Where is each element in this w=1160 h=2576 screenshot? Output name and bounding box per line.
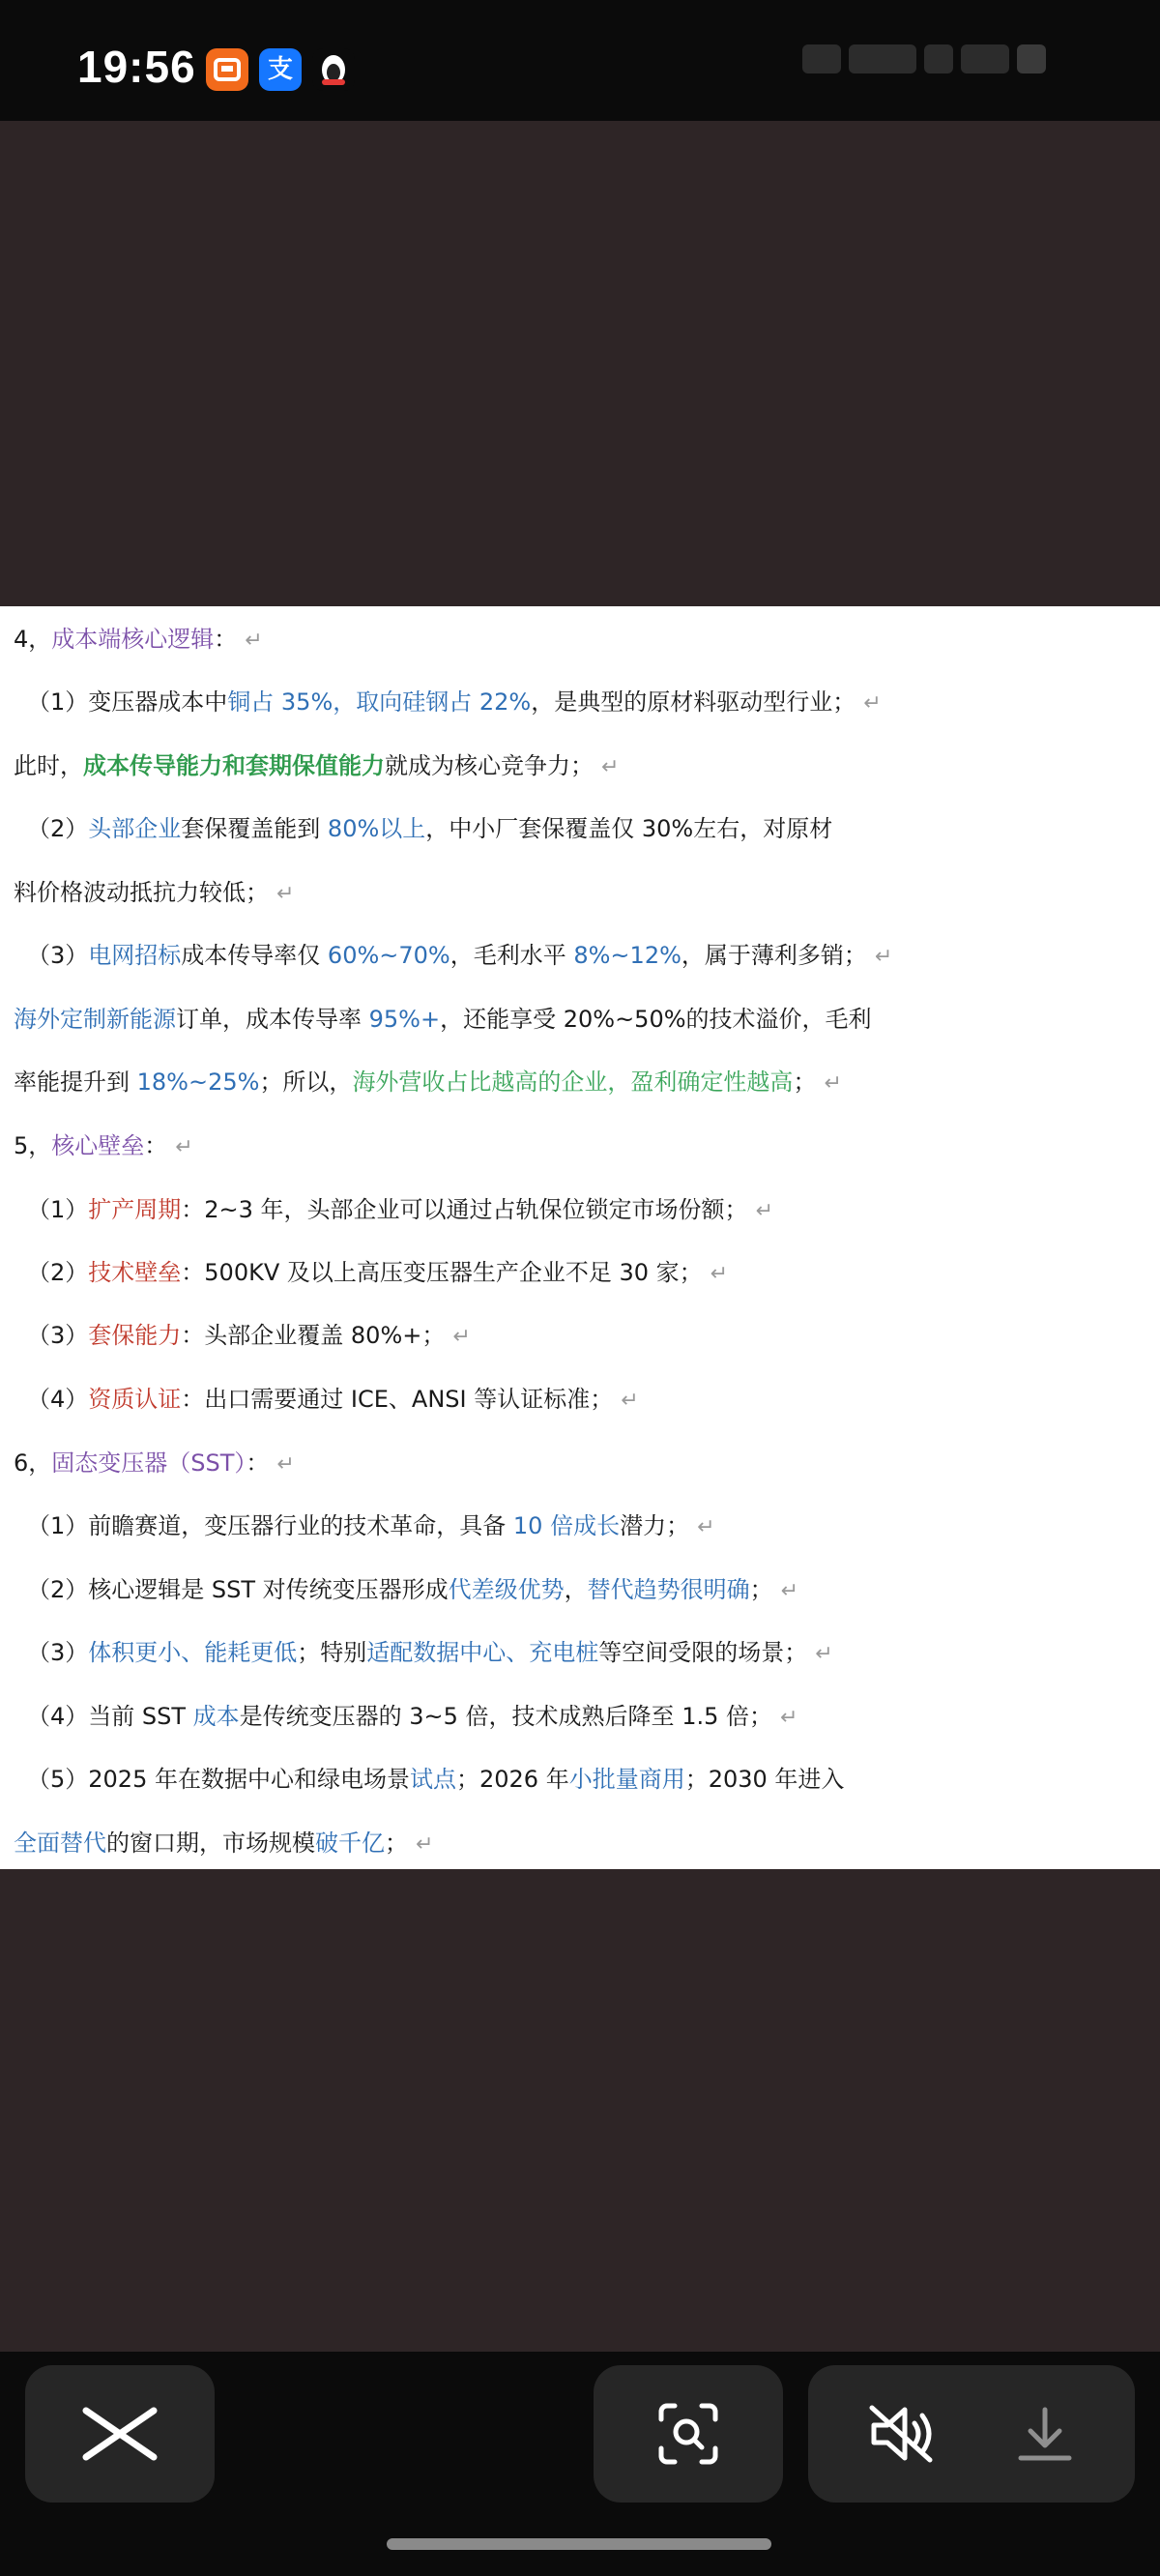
paragraph-mark: ↵: [780, 1579, 799, 1603]
text-segment: （5）2025 年在数据中心和绿电场景: [27, 1766, 410, 1793]
text-segment: ；: [793, 1068, 817, 1096]
image-search-icon: [594, 2365, 783, 2503]
text-segment: 等空间受限的场景；: [598, 1639, 808, 1666]
text-segment: （2）核心逻辑是 SST 对传统变压器形成: [27, 1576, 449, 1603]
text-segment: 试点: [409, 1766, 456, 1793]
alipay-icon: 支: [259, 48, 302, 91]
document-line: [0, 737, 1160, 795]
text-segment: ，中小厂套保覆盖仅 30%左右，对原材: [425, 815, 833, 842]
text-segment: 核心壁垒: [51, 1132, 145, 1159]
document-line: [0, 926, 1160, 984]
status-bar: [0, 0, 1160, 121]
text-segment: 代差级优势: [448, 1576, 565, 1603]
text-segment: 铜占 35%，取向硅钢占 22%: [227, 688, 532, 716]
text-segment: ；2030 年进入: [684, 1766, 845, 1793]
close-button[interactable]: [25, 2365, 215, 2503]
close-icon: [25, 2365, 215, 2503]
text-segment: ；2026 年: [455, 1766, 569, 1793]
document-line: [0, 990, 1160, 1048]
text-segment: 替代趋势很明确: [587, 1576, 750, 1603]
text-segment: 技术壁垒: [88, 1259, 182, 1286]
text-segment: 扩产周期: [88, 1196, 182, 1223]
document-line: [0, 1181, 1160, 1239]
text-segment: （3）: [27, 1322, 89, 1349]
text-segment: 成本传导率仅: [181, 942, 328, 969]
penguin-app-icon: [312, 48, 355, 91]
text-segment: 资质认证: [88, 1386, 182, 1413]
document-line: [0, 864, 1160, 922]
text-segment: ：出口需要通过 ICE、ANSI 等认证标准；: [181, 1386, 614, 1413]
document-line: [0, 1687, 1160, 1745]
document-image: [0, 606, 1160, 1869]
paragraph-mark: ↵: [452, 1325, 471, 1349]
paragraph-mark: ↵: [710, 1262, 729, 1286]
text-segment: （2）: [27, 815, 89, 842]
text-segment: （3）: [27, 942, 89, 969]
text-segment: 95%+: [368, 1006, 441, 1033]
document-line: [0, 610, 1160, 668]
text-segment: 成本: [192, 1703, 240, 1730]
text-segment: 80%以上: [327, 815, 426, 842]
text-segment: 固态变压器（SST）: [51, 1449, 246, 1477]
document-line: [0, 1624, 1160, 1682]
text-segment: 订单，成本传导率: [176, 1006, 369, 1033]
text-segment: 小批量商用: [568, 1766, 685, 1793]
document-line: [0, 1497, 1160, 1555]
home-indicator[interactable]: [387, 2538, 771, 2550]
text-segment: 头部企业: [88, 815, 182, 842]
text-segment: ：: [246, 1449, 270, 1477]
text-segment: 18%~25%: [136, 1068, 260, 1096]
document-line: [0, 1370, 1160, 1428]
text-segment: ：2~3 年，头部企业可以通过占轨保位锁定市场份额；: [181, 1196, 748, 1223]
text-segment: ：: [214, 626, 238, 653]
text-segment: （1）变压器成本中: [27, 688, 228, 716]
text-segment: ；特别: [297, 1639, 367, 1666]
text-segment: ：: [144, 1132, 168, 1159]
text-segment: （4）: [27, 1386, 89, 1413]
text-segment: 8%~12%: [573, 942, 682, 969]
paragraph-mark: ↵: [780, 1706, 798, 1730]
paragraph-mark: ↵: [815, 1642, 833, 1666]
text-segment: ：500KV 及以上高压变压器生产企业不足 30 家；: [181, 1259, 703, 1286]
text-segment: 6，: [14, 1449, 52, 1477]
text-segment: ：头部企业覆盖 80%+；: [181, 1322, 446, 1349]
text-segment: 体积更小、能耗更低: [88, 1639, 298, 1666]
text-segment: ；所以，: [259, 1068, 353, 1096]
document-line: [0, 1306, 1160, 1364]
text-segment: 率能提升到: [14, 1068, 137, 1096]
text-segment: ，: [564, 1576, 588, 1603]
text-segment: ；: [749, 1576, 773, 1603]
paragraph-mark: ↵: [416, 1832, 434, 1857]
text-segment: ，属于薄利多销；: [681, 942, 867, 969]
document-line: [0, 1814, 1160, 1872]
media-controls: [808, 2365, 1135, 2503]
text-segment: 破千亿: [315, 1830, 385, 1857]
document-line: [0, 800, 1160, 858]
paragraph-mark: ↵: [755, 1199, 773, 1223]
status-time: 19:56: [77, 42, 196, 92]
text-segment: 5，: [14, 1132, 52, 1159]
paragraph-mark: ↵: [276, 1452, 295, 1477]
paragraph-mark: ↵: [824, 1071, 842, 1096]
paragraph-mark: ↵: [276, 882, 295, 906]
text-segment: 套保能力: [88, 1322, 182, 1349]
text-segment: （1）前瞻赛道，变压器行业的技术革命，具备: [27, 1512, 513, 1539]
text-segment: 4，: [14, 626, 52, 653]
text-segment: 10 倍成长: [512, 1512, 621, 1539]
document-line: [0, 1434, 1160, 1492]
text-segment: 料价格波动抵抗力较低；: [14, 879, 269, 906]
document-line: [0, 673, 1160, 731]
text-segment: 此时，: [14, 752, 83, 779]
text-segment: ，还能享受 20%~50%的技术溢价，毛利: [440, 1006, 872, 1033]
text-segment: （4）当前 SST: [27, 1703, 193, 1730]
document-line: [0, 1053, 1160, 1111]
document-line: [0, 1117, 1160, 1175]
text-segment: 套保覆盖能到: [181, 815, 328, 842]
document-line: [0, 1750, 1160, 1808]
text-segment: 成本端核心逻辑: [51, 626, 215, 653]
download-icon[interactable]: [1011, 2404, 1079, 2464]
text-segment: 适配数据中心、充电桩: [366, 1639, 599, 1666]
text-segment: 的窗口期，市场规模: [106, 1830, 315, 1857]
paragraph-mark: ↵: [601, 755, 620, 779]
text-segment: （1）: [27, 1196, 89, 1223]
paragraph-mark: ↵: [874, 945, 893, 969]
paragraph-mark: ↵: [863, 691, 882, 716]
text-segment: 是传统变压器的 3~5 倍，技术成熟后降至 1.5 倍；: [239, 1703, 772, 1730]
text-segment: （2）: [27, 1259, 89, 1286]
text-segment: ，是典型的原材料驱动型行业；: [531, 688, 856, 716]
text-segment: 60%~70%: [327, 942, 450, 969]
scan-button[interactable]: [594, 2365, 783, 2503]
paragraph-mark: ↵: [175, 1135, 193, 1159]
document-line: [0, 1561, 1160, 1619]
text-segment: 海外营收占比越高的企业，盈利确定性越高: [352, 1068, 794, 1096]
text-segment: 电网招标: [88, 942, 182, 969]
text-segment: ，毛利水平: [450, 942, 574, 969]
text-segment: 就成为核心竞争力；: [385, 752, 594, 779]
paragraph-mark: ↵: [245, 629, 263, 653]
text-segment: （3）: [27, 1639, 89, 1666]
text-segment: 全面替代: [14, 1830, 106, 1857]
mute-icon[interactable]: [866, 2404, 943, 2464]
text-segment: 潜力；: [620, 1512, 690, 1539]
text-segment: 成本传导能力和套期保值能力: [83, 752, 385, 779]
document-line: [0, 1244, 1160, 1302]
paragraph-mark: ↵: [697, 1515, 715, 1539]
taobao-icon: [206, 48, 248, 91]
text-segment: ；: [385, 1830, 408, 1857]
paragraph-mark: ↵: [621, 1389, 639, 1413]
text-segment: 海外定制新能源: [14, 1006, 176, 1033]
status-indicators: [802, 44, 1083, 89]
